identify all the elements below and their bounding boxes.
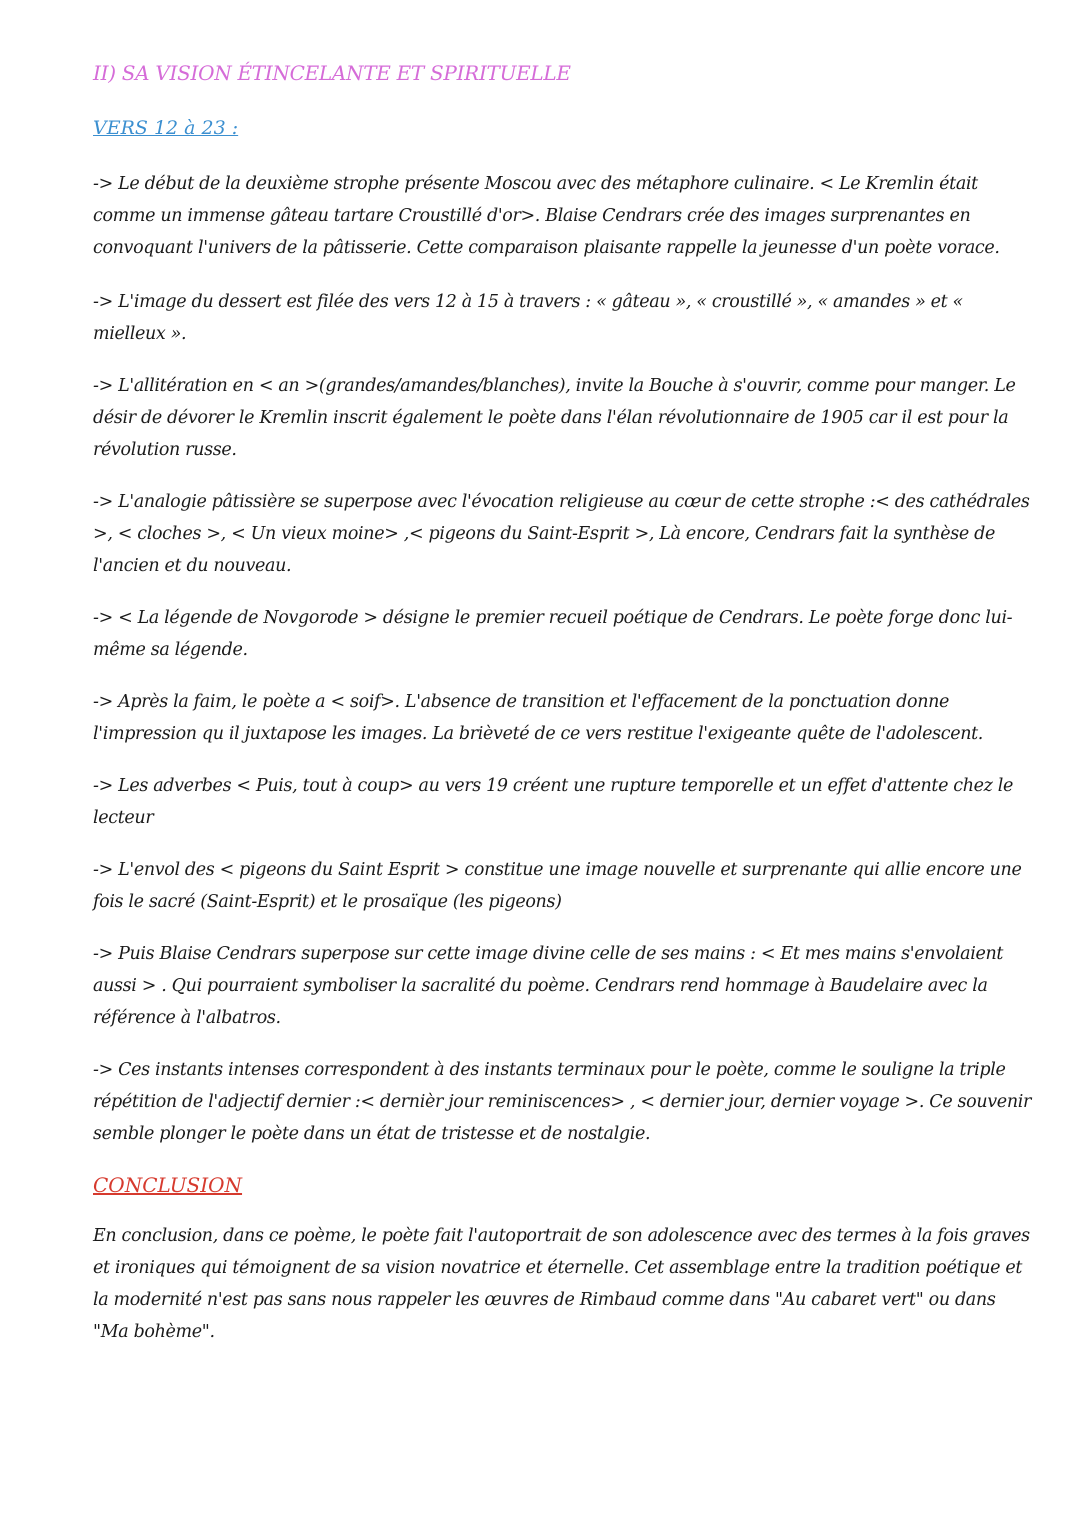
paragraph-7: -> Les adverbes < Puis, tout à coup> au vers 19 créent une rupture temporelle et un effet d'attente chez le lecteur: [93, 776, 1014, 828]
paragraph-2: -> L'image du dessert est filée des vers 12 à 15 à travers : « gâteau », « croustillé », « amandes » et « mielleux ».: [93, 292, 963, 344]
conclusion-heading: CONCLUSION: [93, 1173, 243, 1197]
document-page: [93, 58, 1033, 1368]
paragraph-8: -> L'envol des < pigeons du Saint Esprit > constitue une image nouvelle et surprenante qui allie encore une fois le sacré (Saint-Esprit) et le prosaïque (les pigeons): [93, 860, 1022, 912]
paragraph-5: -> < La légende de Novgorode > désigne le premier recueil poétique de Cendrars. Le poète forge donc lui-même sa légende.: [93, 608, 1013, 660]
paragraph-3: -> L'allitération en < an >(grandes/amandes/blanches), invite la Bouche à s'ouvrir, comme pour manger. Le désir de dévorer le Kremlin inscrit également le poète dans l'élan révolutionnaire de 1905 car il est pour la révolution russe.: [93, 376, 1016, 460]
paragraph-4: -> L'analogie pâtissière se superpose avec l'évocation religieuse au cœur de cette strophe :< des cathédrales >, < cloches >, < Un vieux moine> ,< pigeons du Saint-Esprit >, Là encore, Cendrars fait la synthèse de l'ancien et du nouveau.: [93, 492, 1030, 576]
verses-heading: VERS 12 à 23 :: [93, 117, 239, 139]
paragraph-1: -> Le début de la deuxième strophe présente Moscou avec des métaphore culinaire. < Le Kremlin était comme un immense gâteau tartare Croustillé d'or>. Blaise Cendrars crée des images surprenantes en convoquant l'univers de la pâtisserie. Cette comparaison plaisante rappelle la jeunesse d'un poète vorace.: [93, 174, 1000, 258]
paragraph-9: -> Puis Blaise Cendrars superpose sur cette image divine celle de ses mains : < Et mes mains s'envolaient aussi > . Qui pourraient symboliser la sacralité du poème. Cendrars rend hommage à Baudelaire avec la référence à l'albatros.: [93, 944, 1004, 1028]
paragraph-6: -> Après la faim, le poète a < soif>. L'absence de transition et l'effacement de la ponctuation donne l'impression qu il juxtapose les images. La brièveté de ce vers restitue l'exigeante quête de l'adolescent.: [93, 692, 984, 744]
conclusion-paragraph: En conclusion, dans ce poème, le poète fait l'autoportrait de son adolescence avec des termes à la fois graves et ironiques qui témoignent de sa vision novatrice et éternelle. Cet assemblage entre la tradition poétique et la modernité n'est pas sans nous rappeler les œuvres de Rimbaud comme dans "Au cabaret vert" ou dans "Ma bohème".: [93, 1226, 1030, 1342]
paragraph-10: -> Ces instants intenses correspondent à des instants terminaux pour le poète, comme le souligne la triple répétition de l'adjectif dernier :< dernièr jour reminiscences> , < dernier jour, dernier voyage >. Ce souvenir semble plonger le poète dans un état de tristesse et de nostalgie.: [93, 1060, 1031, 1144]
section-title: II) SA VISION ÉTINCELANTE ET SPIRITUELLE: [93, 61, 571, 85]
